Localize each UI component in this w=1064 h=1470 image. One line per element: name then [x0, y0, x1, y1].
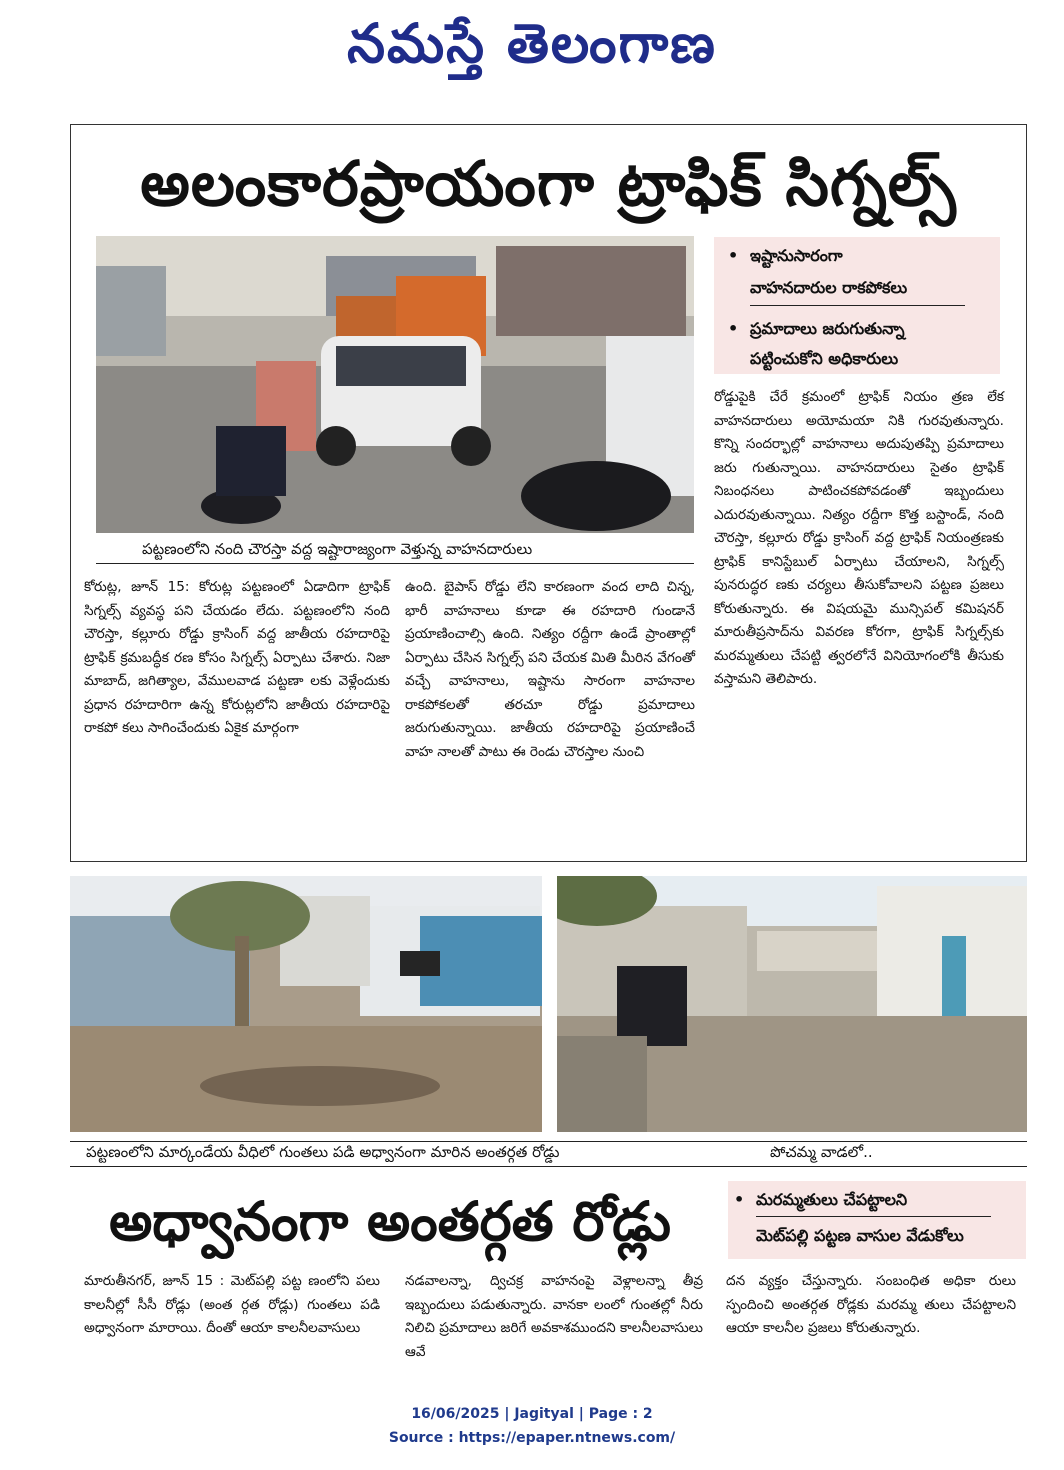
article-text: ఉంది. బైపాస్ రోడ్డు లేని కారణంగా వంద లాది చిన్న, భారీ వాహనాలు కూడా ఈ రహదారి గుండానే ప్రయాణించాల్సి ఉంది. నిత్యం రద్దీగా ఉండే ప్రాంతాల్లో ఏర్పాటు చేసిన సిగ్నల్స్ పని చేయక మితి మీరిన వేగంతో వచ్చే వాహనాలు, ఇష్టాను సారంగా వాహనాల రాకపోకలతో తరచూ రోడ్డు ప్రమాదాలు జరుగుతున్నాయి. జాతీయ రహదారిపై ప్రయాణించే వాహ నాలతో పాటు ఈ రెండు చౌరస్తాల నుంచి [405, 579, 695, 760]
article-text: దన వ్యక్తం చేస్తున్నారు. సంబంధిత అధికా రులు స్పందించి అంతర్గత రోడ్లకు మరమ్మ తులు చేపట్టాలని ఆయా కాలనీల ప్రజలు కోరుతున్నారు. [726, 1273, 1016, 1336]
pochamma-wada-road-photo [557, 876, 1027, 1132]
highlight-text: ప్రమాదాలు జరుగుతున్నా [750, 319, 905, 338]
newspaper-masthead: నమస్తే తెలంగాణ [347, 11, 717, 75]
highlight-line2: మెట్‌పల్లి పట్టణ వాసుల వేడుకోలు [756, 1226, 964, 1245]
footer-source: Source : https://epaper.ntnews.com/ [388, 1430, 676, 1446]
bullet-icon: • [734, 1190, 745, 1209]
photo-caption: పట్టణంలోని నంది చౌరస్తా వద్ద ఇష్టారాజ్యంగా వెళ్తున్న వాహనదారులు [142, 540, 533, 558]
article-column-3 [726, 1270, 1016, 1341]
bullet-icon: • [728, 319, 739, 338]
damaged-road-photo [70, 876, 542, 1132]
photo-caption-left: పట్టణంలోని మార్కండేయ వీధిలో గుంతలు పడి అధ్వానంగా మారిన అంతర్గత రోడ్డు [86, 1143, 560, 1161]
divider [70, 1166, 1027, 1167]
article-column-1 [84, 576, 390, 741]
highlight-line1 [734, 1184, 907, 1216]
article-text: కోరుట్ల, జూన్ 15: కోరుట్ల పట్టణంలో ఏడాదిగా ట్రాఫిక్ సిగ్నల్స్ వ్యవస్థ పని చేయడం లేదు. పట్టణంలోని నంది చౌరస్తా, కల్లూరు రోడ్డు క్రాసింగ్ వద్ద జాతీయ రహదారిపై ట్రాఫిక్ క్రమబద్ధీక రణ కోసం సిగ్నల్స్ ఏర్పాటు చేశారు. నిజా మాబాద్, జగిత్యాల, వేములవాడ పట్టణా లకు వెళ్లేందుకు ప్రధాన రహదారిగా ఉన్న కోరుట్లలోని జాతీయ రహదారిపై రాకపో కలు సాగించేందుకు ఏకైక మార్గంగా [84, 579, 390, 736]
article-column-1 [84, 1270, 380, 1341]
article-text: రోడ్డుపైకి చేరే క్రమంలో ట్రాఫిక్ నియం త్రణ లేక వాహనదారులు అయోమయా నికి గురవుతున్నారు. కొన్ని సందర్భాల్లో వాహనాలు అదుపుతప్పి ప్రమాదాలు జరు గుతున్నాయి. వాహనదారులు సైతం ట్రాఫిక్ నిబంధనలు పాటించకపోవడంతో ఇబ్బందులు ఎదురవుతున్నాయి. నిత్యం రద్దీగా కొత్త బస్టాండ్, నంది చౌరస్తా, కల్లూరు రోడ్డు క్రాసింగ్ వద్ద ట్రాఫిక్ నియంత్రణకు ట్రాఫిక్ కానిస్టేబుల్ ఏర్పాటు చేయాలని, సిగ్నల్స్ పునరుద్ధర ణకు చర్యలు తీసుకోవాలని పట్టణ ప్రజలు కోరుతున్నారు. ఈ విషయమై మున్సిపల్ కమిషనర్ మారుతీప్రసాద్‌ను వివరణ కోరగా, ట్రాఫిక్ సిగ్నల్స్‌కు మరమ్మతులు చేపట్టి త్వరలోనే వినియోగంలోకి తీసుకు వస్తామని తెలిపారు. [714, 389, 1004, 687]
highlight-text: ఇష్టానుసారంగా [750, 246, 843, 265]
traffic-junction-photo [96, 236, 694, 533]
highlight-1-line1 [728, 240, 843, 272]
article-text: నడవాలన్నా, ద్విచక్ర వాహనంపై వెళ్లాలన్నా తీవ్ర ఇబ్బందులు పడుతున్నారు. వానకా లంలో గుంతల్లో నీరు నిలిచి ప్రమాదాలు జరిగే అవకాశముందని కాలనీలవాసులు ఆవే [405, 1273, 703, 1360]
article-column-2 [405, 1270, 703, 1364]
story-headline: అధ్వానంగా అంతర్గత రోడ్లు [109, 1190, 671, 1253]
story-headline: అలంకారప్రాయంగా ట్రాఫిక్ సిగ్నల్స్ [140, 147, 957, 220]
footer-date-edition: 16/06/2025 | Jagityal | Page : 2 [411, 1406, 653, 1422]
highlight-2-line2: పట్టించుకోని అధికారులు [750, 349, 899, 368]
article-column-3 [714, 386, 1004, 692]
highlight-2-line1 [728, 313, 905, 345]
highlight-text: మరమ్మతులు చేపట్టాలని [756, 1190, 908, 1209]
divider [750, 305, 965, 306]
divider [96, 563, 694, 564]
article-text: మారుతీనగర్, జూన్ 15 : మెట్‌పల్లి పట్ట ణంలోని పలు కాలనీల్లో సీసీ రోడ్లు (అంత ర్గత రోడ్లు) గుంతలు పడి అధ్వానంగా మారాయి. దీంతో ఆయా కాలనీలవాసులు [84, 1273, 380, 1336]
photo-caption-right: పోచమ్మ వాడలో.. [770, 1143, 873, 1161]
article-column-2 [405, 576, 695, 764]
highlight-1-line2: వాహనదారుల రాకపోకలు [750, 278, 908, 297]
divider [756, 1216, 991, 1217]
bullet-icon: • [728, 246, 739, 265]
